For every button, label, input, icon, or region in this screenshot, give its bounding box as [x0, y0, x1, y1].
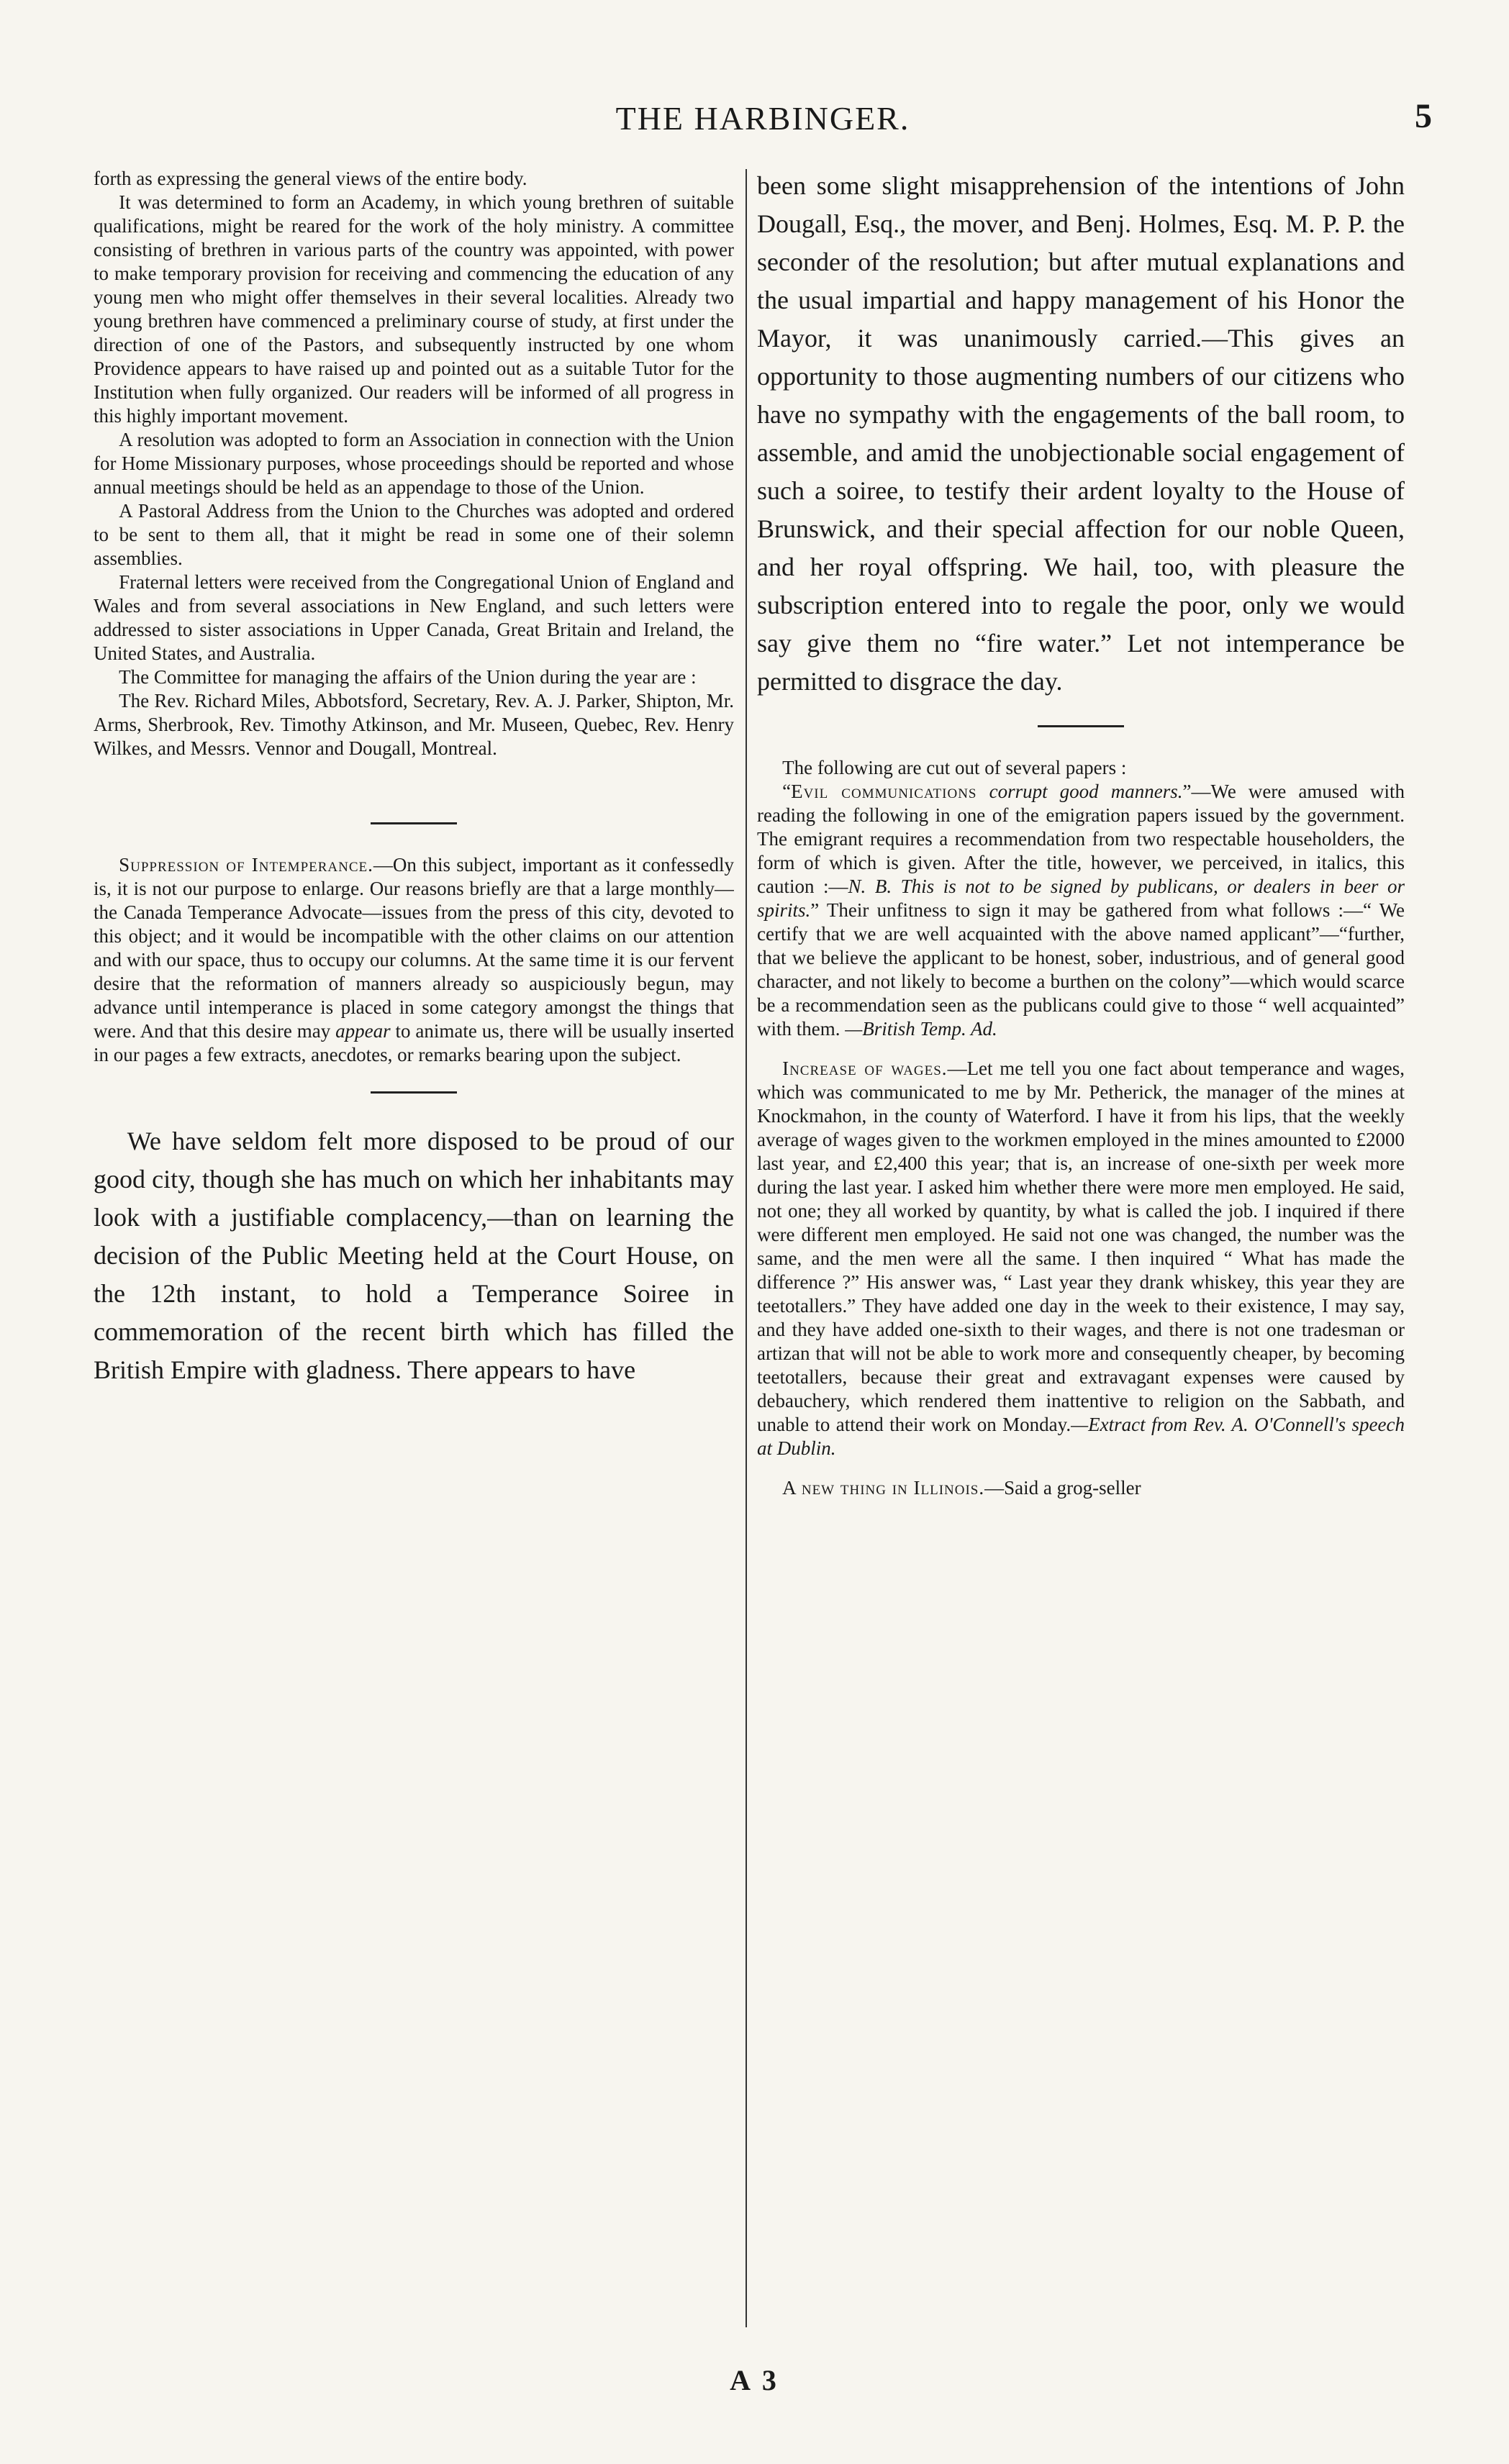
article-heading: Evil communications: [791, 781, 977, 802]
article-soiree-continued: been some slight misapprehension of the intentions of John Dougall, Esq., the mover, and Benj. Holmes, Esq. M. P. P. the seconder of the resolution; but after mutual explanations and the usual impartial and happy management of his Honor the Mayor, it was unanimously carried.—This gives an opportunity to those augmenting numbers of our citizens who have no sympathy with the engagements of the ball room, to assemble, and amid the unobjectionable social engagement of such a soiree, to testify their ardent loyalty to the House of Brunswick, and their special affection for our noble Queen, and her royal offspring. We hail, too, with pleasure the subscription entered into to regale the poor, only we would say give them no “fire water.” Let not intemperance be permitted to disgrace the day.: [757, 171, 1405, 696]
article-illinois: [757, 1476, 1405, 1500]
printer-signature-mark: A 3: [730, 2364, 779, 2396]
papers-intro: The following are cut out of several papers :: [782, 757, 1127, 778]
article-heading: Increase of wages.: [782, 1058, 948, 1079]
spacer: [757, 1460, 1405, 1476]
emphasis-text: corrupt good manners.: [989, 781, 1183, 802]
left-column: [94, 167, 734, 2347]
paragraph-committee-members: The Rev. Richard Miles, Abbotsford, Secretary, Rev. A. J. Parker, Shipton, Mr. Arms, Sherbrook, Rev. Timothy Atkinson, and Mr. Museen, Quebec, Rev. Henry Wilkes, and Messrs. Vennor and Dougall, Montreal.: [94, 690, 734, 759]
column-rule: [746, 169, 747, 2327]
paragraph-pastoral-address: A Pastoral Address from the Union to the Churches was adopted and ordered to be sent to them all, that it might be read in some one of their solemn assemblies.: [94, 500, 734, 569]
article-soiree: We have seldom felt more disposed to be proud of our good city, though she has much on which her inhabitants may look with a justifiable complacency,—than on learning the decision of the Public Meeting held at the Court House, on the 12th instant, to hold a Temperance Soiree in commemoration of the recent birth which has filled the British Empire with gladness. There appears to have: [94, 1127, 734, 1384]
article-body: —We were amused with reading the following in one of the emigration papers issued by the government. The emigrant requires a recommendation from two respectable householders, the form of which is given. After the title, however, we perceived, in italics, this caution :—: [757, 781, 1405, 897]
quote-mark: “: [782, 781, 792, 802]
paragraph-forth: forth as expressing the general views of the entire body.: [94, 168, 527, 189]
article-increase-of-wages: [757, 1057, 1405, 1460]
article-body: —On this subject, important as it confessedly is, it is not our purpose to enlarge. Our reasons briefly are that a large monthly—the Canada Temperance Advocate—issues from the press of this city, devoted to this object; and it would be incompatible with the other claims on our attention and with our space, thus to occupy our columns. At the same time it is our fervent desire that the reformation of manners already so auspiciously begun, may advance until intemperance is placed in some category amongst the things that were. And that this desire may: [94, 854, 734, 1042]
running-head: [94, 96, 1432, 140]
paragraph-committee: The Committee for managing the affairs of the Union during the year are :: [119, 666, 697, 688]
section-divider: [371, 822, 457, 824]
article-heading: Suppression of Intemperance.: [119, 854, 373, 876]
article-body: —Let me tell you one fact about temperance and wages, which was communicated to me by Mr. Petherick, the manager of the mines at Knockmahon, in the county of Waterford. I have it from his lips, that the weekly average of wages given to the workmen employed in the mines amounted to £2000 last year, and £2,400 this year; that is, an increase of one-sixth per week more during the last year. I asked him whether there were more men employed. He said, not one; they all worked by quantity, by what is called the job. I inquired if there were different men employed. He said not one was changed, the number was the same, and the men were all the same. I then inquired “ What has made the difference ?” His answer was, “ Last year they drank whiskey, this year they are teetotallers.” They have added one day in the week to their existence, I may say, and they have added one-sixth to their wages, and there is not one tradesman or artizan that will not be able to work more and consequently cheaper, by becoming teetotallers, because their great and extravagant expenses were caused by debauchery, which rendered them inattentive to religion on the Sabbath, and unable to attend their work on Monday.: [757, 1058, 1405, 1435]
right-column: [757, 167, 1405, 2354]
article-evil-communications: [757, 780, 1405, 1041]
spacer: [94, 760, 734, 798]
section-divider: [371, 1091, 457, 1094]
caution-text: N. B. This is not to be signed by publicans, or dealers in beer or spirits.: [757, 876, 1405, 921]
source-credit: —British Temp. Ad.: [845, 1018, 997, 1040]
article-body: —Said a grog-seller: [984, 1477, 1141, 1499]
quote-mark: ”: [1182, 781, 1192, 802]
paragraph-association: A resolution was adopted to form an Association in connection with the Union for Home Missionary purposes, whose proceedings should be reported and whose annual meetings should be held as an appendage to those of the Union.: [94, 429, 734, 498]
article-body: ” Their unfitness to sign it may be gathered from what follows :—“ We certify that we are well acquainted with the above named applicant”—“further, that we believe the applicant to be honest, sober, industrious, and of general good character, and not likely to become a burthen on the colony”—which would scarce be a recommendation seen as the publicans could give to those “ well acquainted” with them.: [757, 899, 1405, 1040]
article-suppression: [94, 853, 734, 1067]
page-title: THE HARBINGER.: [615, 100, 910, 137]
source-credit: —Extract from Rev. A. O'Connell's speech at Dublin.: [757, 1414, 1405, 1459]
article-body: to animate us, there will be usually inserted in our pages a few extracts, anecdotes, or remarks bearing upon the subject.: [94, 1020, 734, 1065]
section-divider: [1038, 725, 1124, 727]
page-number: 5: [1415, 97, 1432, 135]
paragraph-fraternal-letters: Fraternal letters were received from the Congregational Union of England and Wales and from several associations in New England, and such letters were addressed to sister associations in Upper Canada, Great Britain and Ireland, the United States, and Australia.: [94, 571, 734, 664]
paragraph-academy: It was determined to form an Academy, in which young brethren of suitable qualifications, might be reared for the work of the holy ministry. A committee consisting of brethren in various parts of the country was appointed, with power to make temporary provision for receiving and commencing the education of any young men who might offer themselves in their several localities. Already two young brethren have commenced a preliminary course of study, at first under the direction of one of the Pastors, and subsequently instructed by one whom Providence appears to have raised up and pointed out as a suitable Tutor for the Institution when fully organized. Our readers will be informed of all progress in this highly important movement.: [94, 191, 734, 427]
spacer: [757, 1041, 1405, 1057]
article-heading: A new thing in Illinois.: [782, 1477, 985, 1499]
emphasis-text: appear: [335, 1020, 391, 1042]
